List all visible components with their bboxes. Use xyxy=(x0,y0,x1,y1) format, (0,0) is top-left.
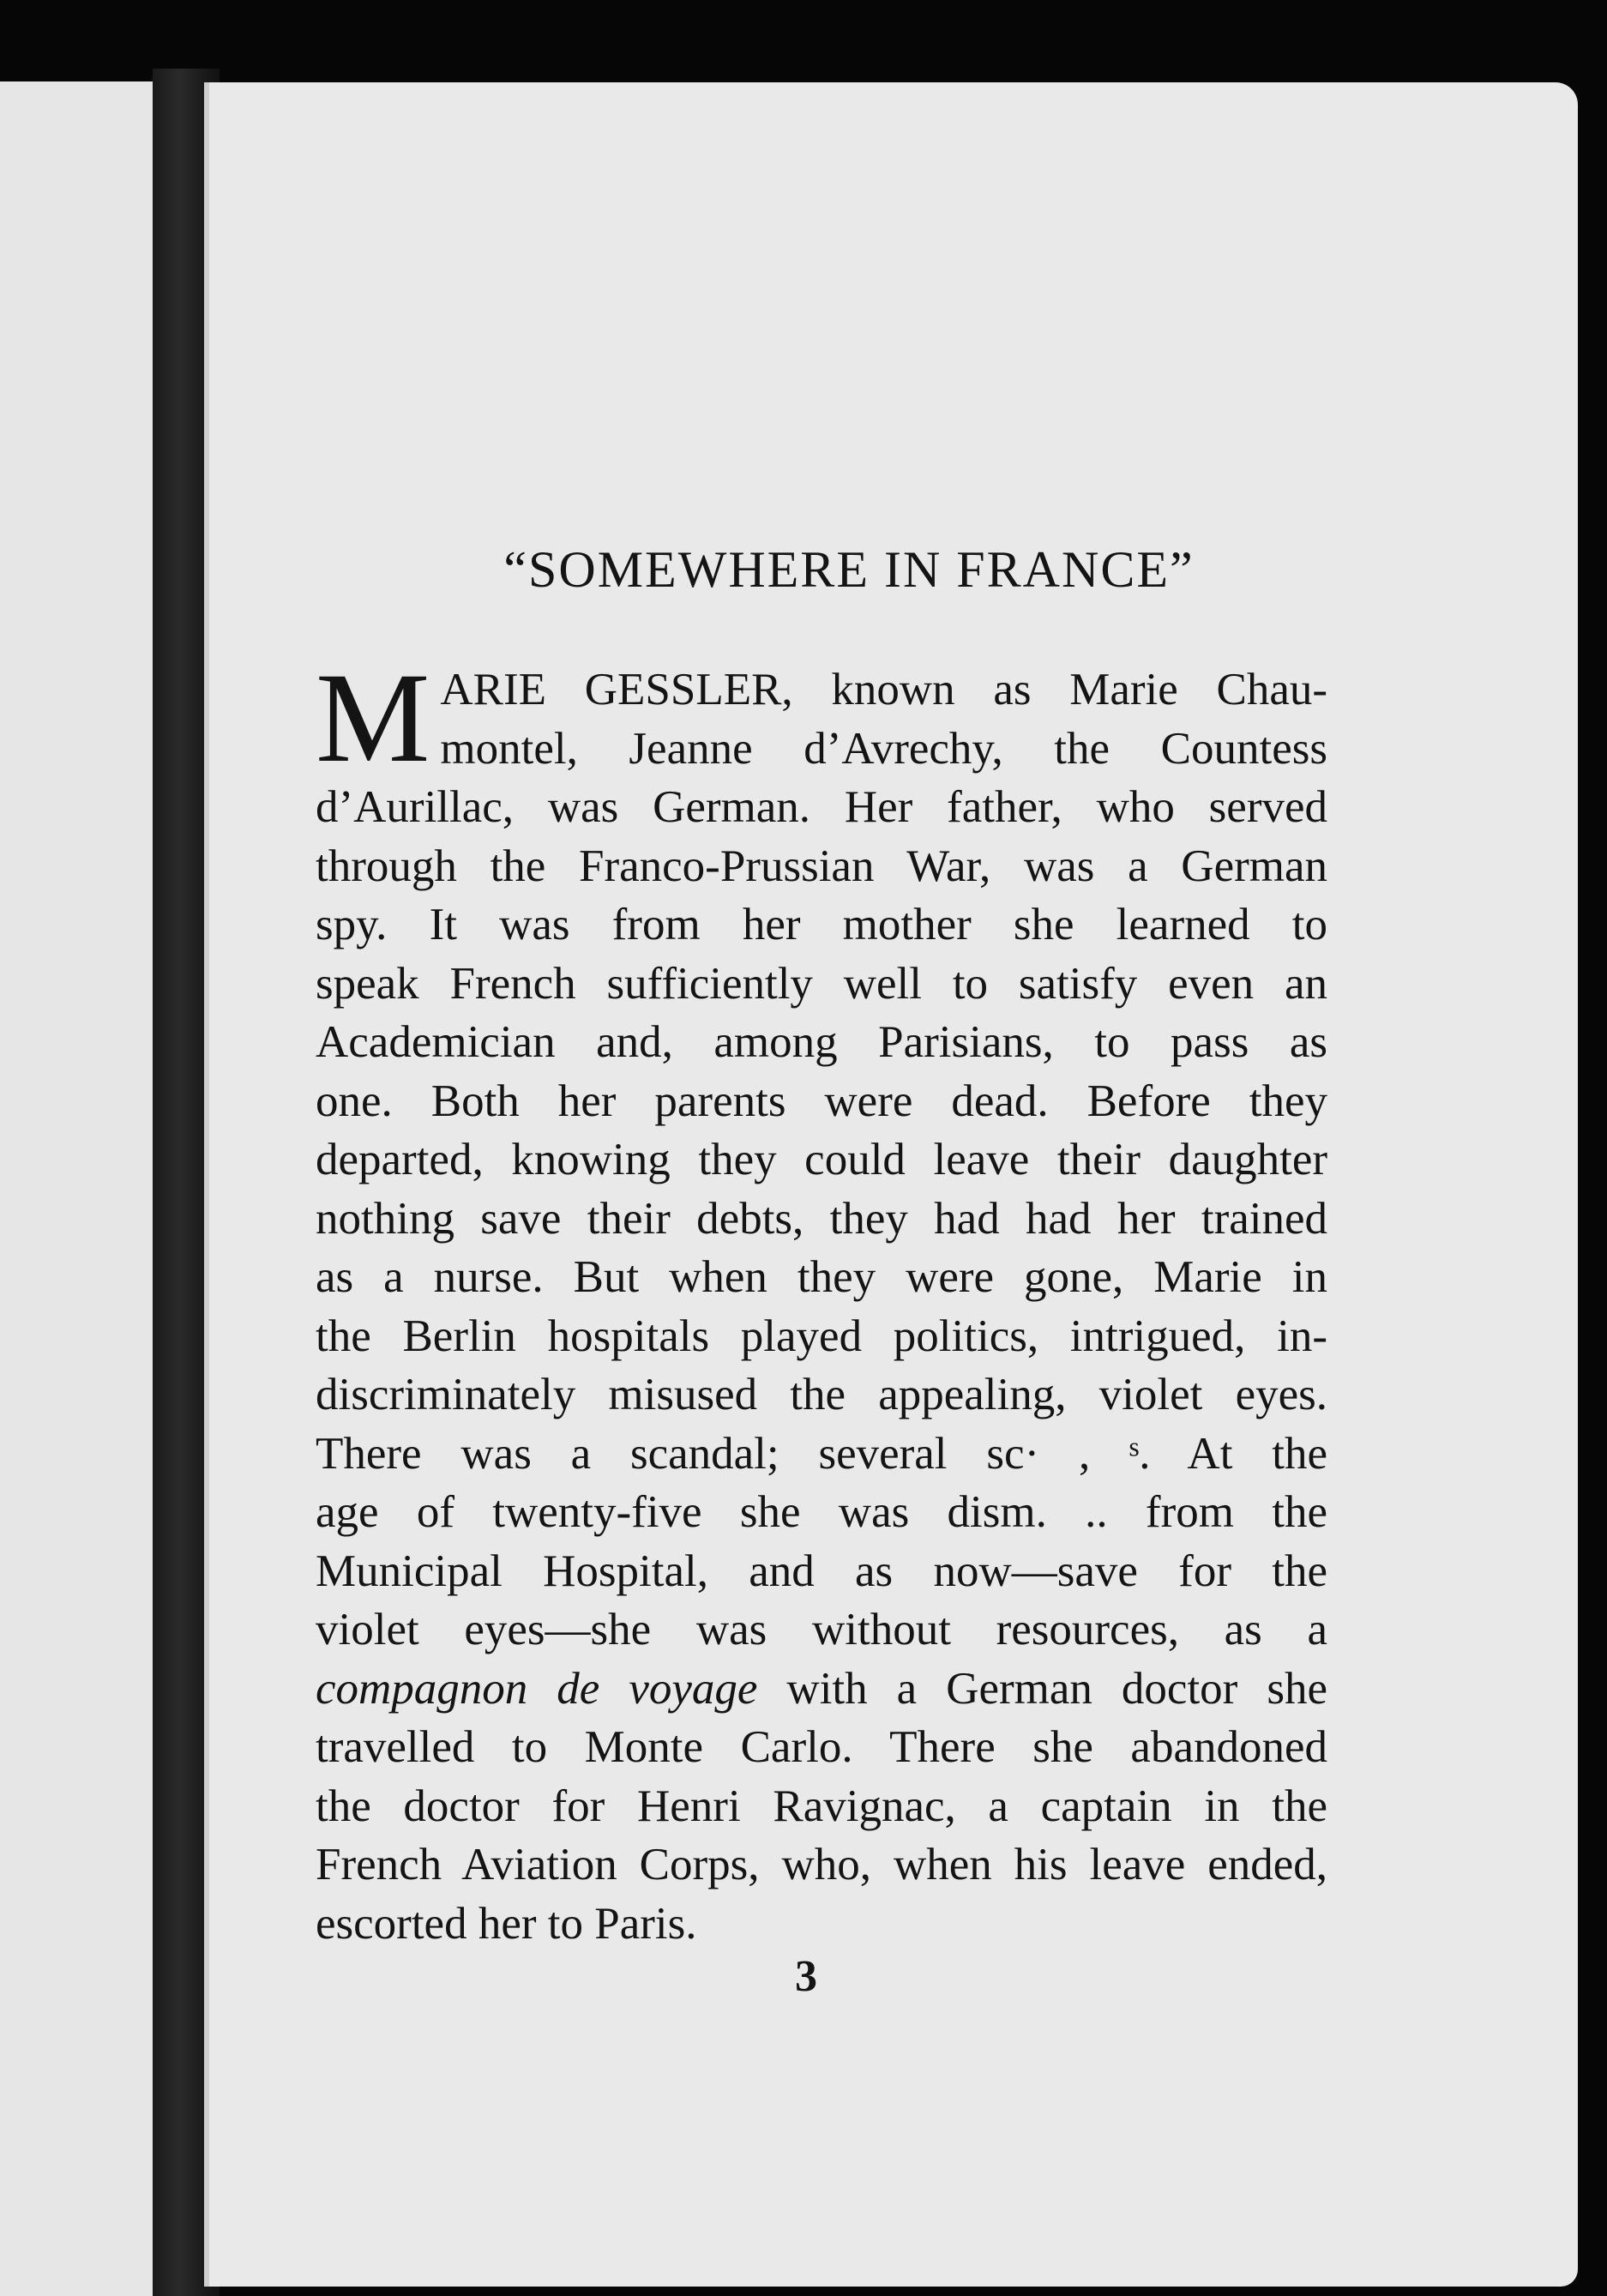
text-line: departed, knowing they could leave their daughter xyxy=(316,1135,1327,1184)
text-line: escorted her to Paris. xyxy=(316,1898,697,1949)
text-line: montel, Jeanne d’Avrechy, the Countess xyxy=(440,723,1327,774)
page-number: 3 xyxy=(795,1952,817,2001)
text-line: French Aviation Corps, who, when his leave ended, xyxy=(316,1840,1327,1889)
text-line: the Berlin hospitals played politics, intrigued, in- xyxy=(316,1311,1327,1361)
italic-phrase: compagnon de voyage xyxy=(316,1663,758,1714)
chapter-title: “SOMEWHERE IN FRANCE” xyxy=(503,541,1195,598)
drop-cap: M xyxy=(316,647,430,789)
text-line: the doctor for Henri Ravignac, a captain in the xyxy=(316,1781,1327,1831)
line-remainder: with a German doctor she xyxy=(757,1663,1327,1714)
text-line: speak French sufficiently well to satisfy even an xyxy=(316,958,1327,1009)
body-text xyxy=(316,647,1327,1953)
text-line: ARIE GESSLER, known as Marie Chau- xyxy=(440,665,1327,714)
text-line: nothing save their debts, they had had her trained xyxy=(316,1193,1327,1244)
text-line: age of twenty-five she was dism. .. from the xyxy=(316,1487,1327,1537)
text-line: Academician and, among Parisians, to pass as xyxy=(316,1017,1327,1067)
text-line: Municipal Hospital, and as now—save for the xyxy=(316,1546,1327,1596)
text-line: as a nurse. But when they were gone, Marie in xyxy=(316,1252,1327,1302)
text-line-italic xyxy=(316,1660,1327,1719)
text-line: travelled to Monte Carlo. There she abandoned xyxy=(316,1722,1327,1772)
text-line: through the Franco-Prussian War, was a German xyxy=(316,841,1327,891)
text-line: violet eyes—she was without resources, as a xyxy=(316,1605,1327,1654)
text-line: discriminately misused the appealing, violet eyes. xyxy=(316,1370,1327,1419)
text-line: one. Both her parents were dead. Before they xyxy=(316,1076,1327,1126)
text-line: d’Aurillac, was German. Her father, who served xyxy=(316,782,1327,832)
text-line: There was a scandal; several sc· , ˢ. At the xyxy=(316,1428,1327,1479)
text-line: spy. It was from her mother she learned to xyxy=(316,900,1327,949)
facing-page xyxy=(0,81,153,2296)
